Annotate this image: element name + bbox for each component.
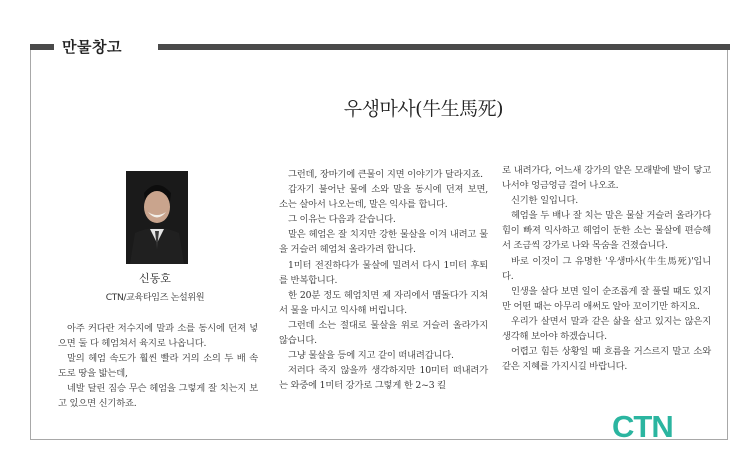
paragraph: 네발 달린 짐승 무슨 헤엄을 그렇게 잘 치는지 보고 있으면 신기하죠.: [58, 383, 258, 410]
header-bar-right: [158, 44, 730, 50]
paragraph: 헤엄을 두 배나 잘 치는 말은 물살 거슬러 올라가다 힘이 빠져 익사하고 헤엄이 둔한 소는 물살에 편승해서 조금씩 강가로 나와 목숨을 건졌습니다.: [502, 210, 711, 252]
article-column-3: [502, 163, 711, 374]
paragraph: 그 이유는 다음과 같습니다.: [288, 214, 396, 226]
ctn-logo: [610, 410, 690, 440]
paragraph: 그런데, 장마기에 큰물이 지면 이야기가 달라지죠.: [288, 169, 483, 180]
article-title-wrap: [0, 94, 750, 121]
paragraph: 한 20분 정도 헤엄치면 제 자리에서 맴돌다가 지쳐서 물을 마시고 익사해 버립니다.: [279, 289, 488, 316]
section-title: 만물창고: [62, 38, 122, 56]
paragraph: 인생을 살다 보면 일이 순조롭게 잘 풀릴 때도 있지만 어떤 때는 아무리 애써도 알아 꼬이기만 하지요.: [502, 285, 711, 312]
article-title: 우생마사(牛生馬死): [343, 98, 503, 120]
paragraph: 저러다 죽지 않을까 생각하지만 10미터 떠내려가는 와중에 1미터 강가로 그렇게 한 2~3 킬: [279, 365, 488, 392]
paragraph: 말의 헤엄 속도가 훨씬 빨라 거의 소의 두 배 속도로 땅을 밟는데,: [58, 353, 258, 380]
logo-text: CTN: [612, 410, 673, 440]
header-bar-left: [30, 44, 54, 50]
paragraph: 그런데 소는 절대로 물살을 위로 거슬러 올라가지 않습니다.: [279, 319, 488, 347]
paragraph: 갑자기 불어난 물에 소와 말을 동시에 던져 보면, 소는 살아서 나오는데, 말은 익사를 합니다.: [279, 184, 488, 211]
paragraph: 로 내려가다, 어느새 강가의 얕은 모래밭에 발이 닿고 나서야 엉금엉금 걸어 나오죠.: [502, 165, 711, 192]
author-name: 신동호: [139, 272, 171, 285]
article-column-1: [58, 321, 258, 412]
paragraph: 바로 이것이 그 유명한 '우생마사(牛生馬死)'입니다.: [502, 255, 711, 282]
author-title: CTN/교육타임즈 논설위원: [105, 293, 205, 303]
paragraph: 말은 헤엄은 잘 치지만 강한 물살을 이겨 내려고 물을 거슬러 헤엄쳐 올라가려 합니다.: [279, 229, 488, 256]
paragraph: 어렵고 힘든 상황일 때 흐름을 거스르지 말고 소와 같은 지혜를 가지시길 바랍니다.: [502, 346, 711, 373]
author-photo: [126, 171, 188, 264]
paragraph: 그냥 물살을 등에 지고 같이 떠내려갑니다.: [288, 350, 454, 362]
article-column-2: [279, 167, 488, 393]
paragraph: 우리가 살면서 말과 같은 삶을 살고 있지는 않은지 생각해 보아야 하겠습니다.: [502, 315, 711, 343]
paragraph: 아주 커다란 저수지에 말과 소를 동시에 던져 넣으면 둘 다 헤엄쳐서 육지로 나옵니다.: [58, 323, 258, 350]
paragraph: 신기한 일입니다.: [511, 195, 578, 207]
paragraph: 1미터 전진하다가 물살에 밀려서 다시 1미터 후퇴를 반복합니다.: [279, 259, 488, 286]
